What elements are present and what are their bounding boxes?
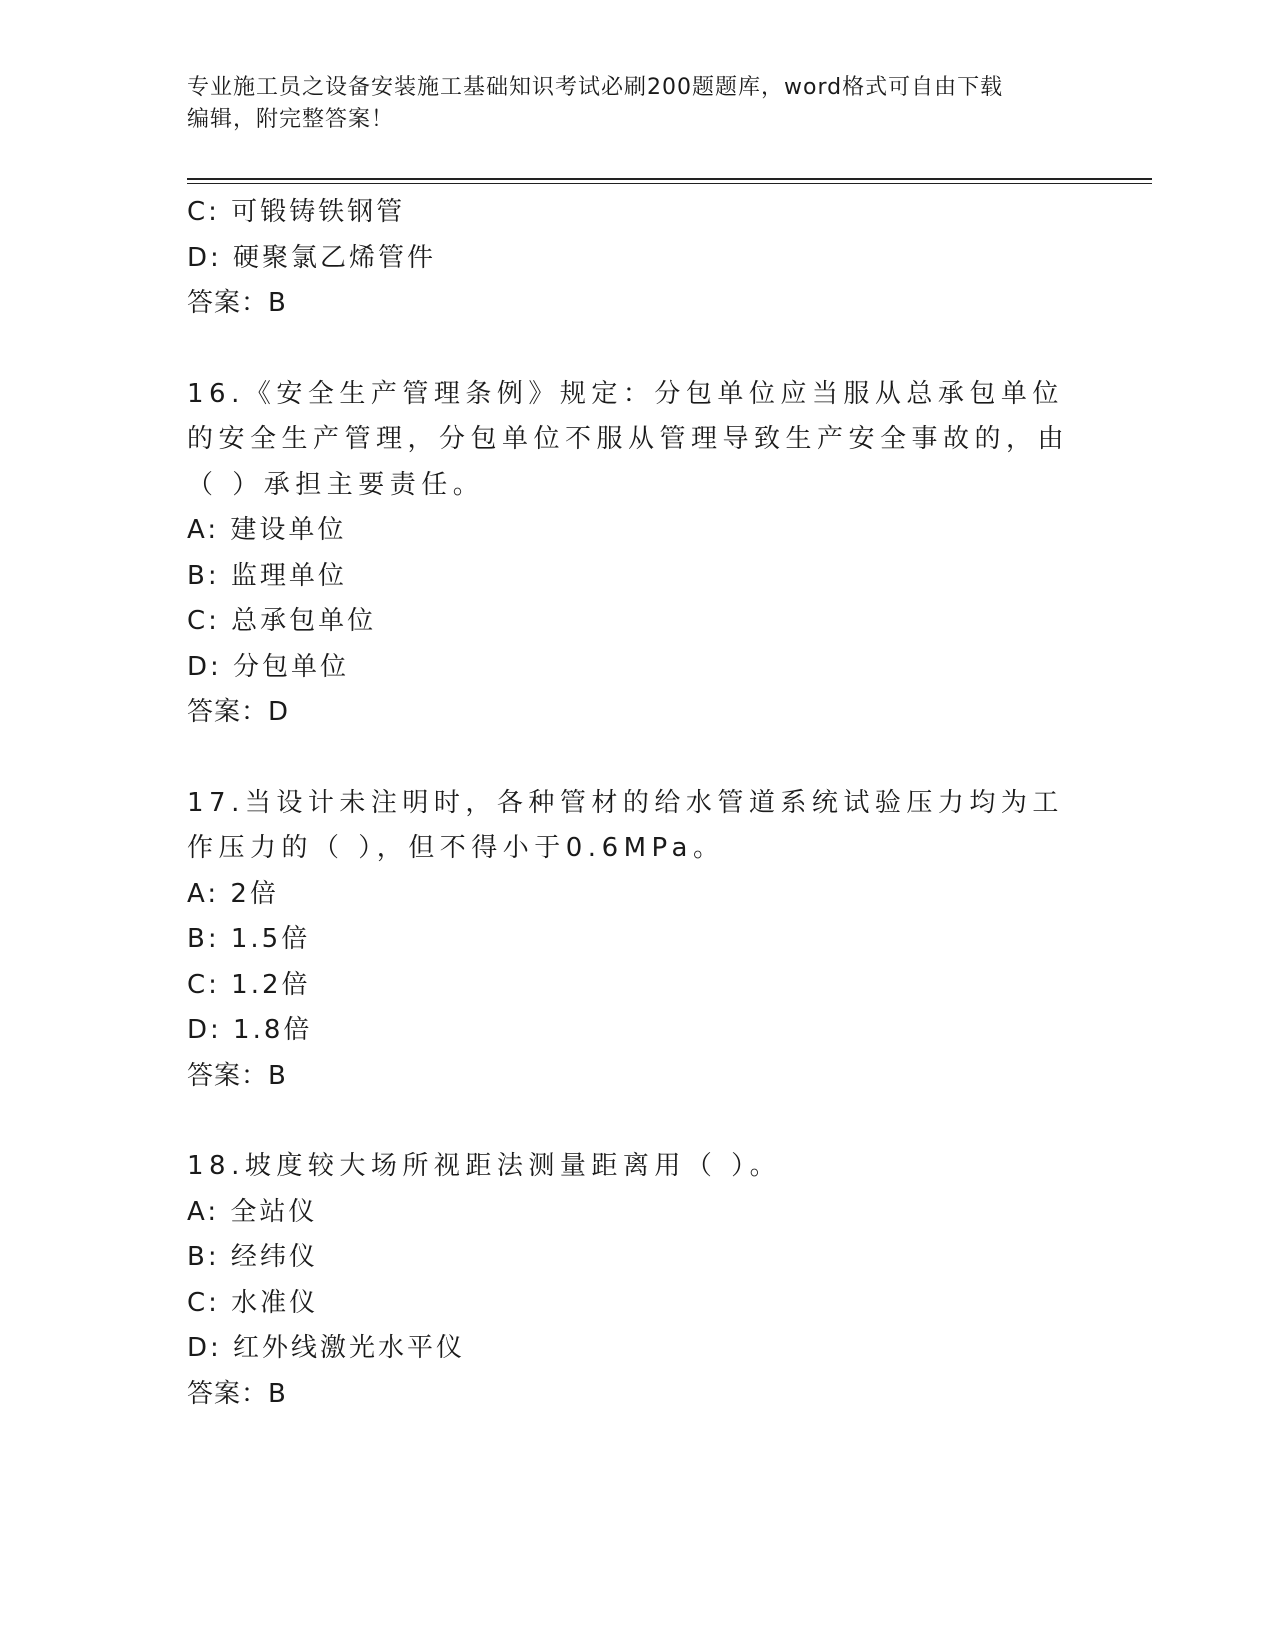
answer: 答案：D [187,697,290,727]
option-c: C: 水准仪 [187,1287,319,1318]
spacer [187,327,1087,372]
spacer [187,736,1087,781]
option-d: D: 1.8倍 [187,1015,313,1045]
answer: 答案：B [187,1378,287,1409]
question-text: 16.《安全生产管理条例》规定：分包单位应当服从总承包单位的安全生产管理，分包单位不服从管理导致生产安全事故的，由（ ）承担主要责任。 [187,378,1070,500]
option-a: A: 2倍 [187,878,279,909]
option-c: C: 1.2倍 [187,969,311,1000]
option-c: C: 可锻铸铁钢管 [187,197,406,227]
option-a: A: 建设单位 [187,515,347,545]
question-18 [187,1144,1087,1417]
option-b: B: 经纬仪 [187,1242,318,1272]
option-a: A: 全站仪 [187,1196,318,1227]
spacer [187,1099,1087,1144]
header-rule-thick [187,178,1152,180]
question-16 [187,372,1087,736]
question-15-tail [187,190,1087,327]
question-text: 18.坡度较大场所视距法测量距离用（ ）。 [187,1151,782,1181]
answer: 答案：B [187,288,287,318]
header-line-1: 专业施工员之设备安装施工基础知识考试必刷200题题库，word格式可自由下载 [187,75,1004,100]
header-rule-thin [187,183,1152,184]
question-text: 17.当设计未注明时，各种管材的给水管道系统试验压力均为工作压力的（ ），但不得小于0.6MPa。 [187,787,1064,863]
header-line-2: 编辑，附完整答案！ [187,107,395,132]
document-header [187,72,1067,136]
option-b: B: 监理单位 [187,560,347,591]
answer: 答案：B [187,1060,287,1091]
question-17 [187,781,1087,1100]
option-d: D: 红外线激光水平仪 [187,1333,466,1363]
option-c: C: 总承包单位 [187,606,377,636]
option-b: B: 1.5倍 [187,924,311,954]
question-list [187,190,1087,1417]
option-d: D: 硬聚氯乙烯管件 [187,242,437,273]
option-d: D: 分包单位 [187,651,350,682]
